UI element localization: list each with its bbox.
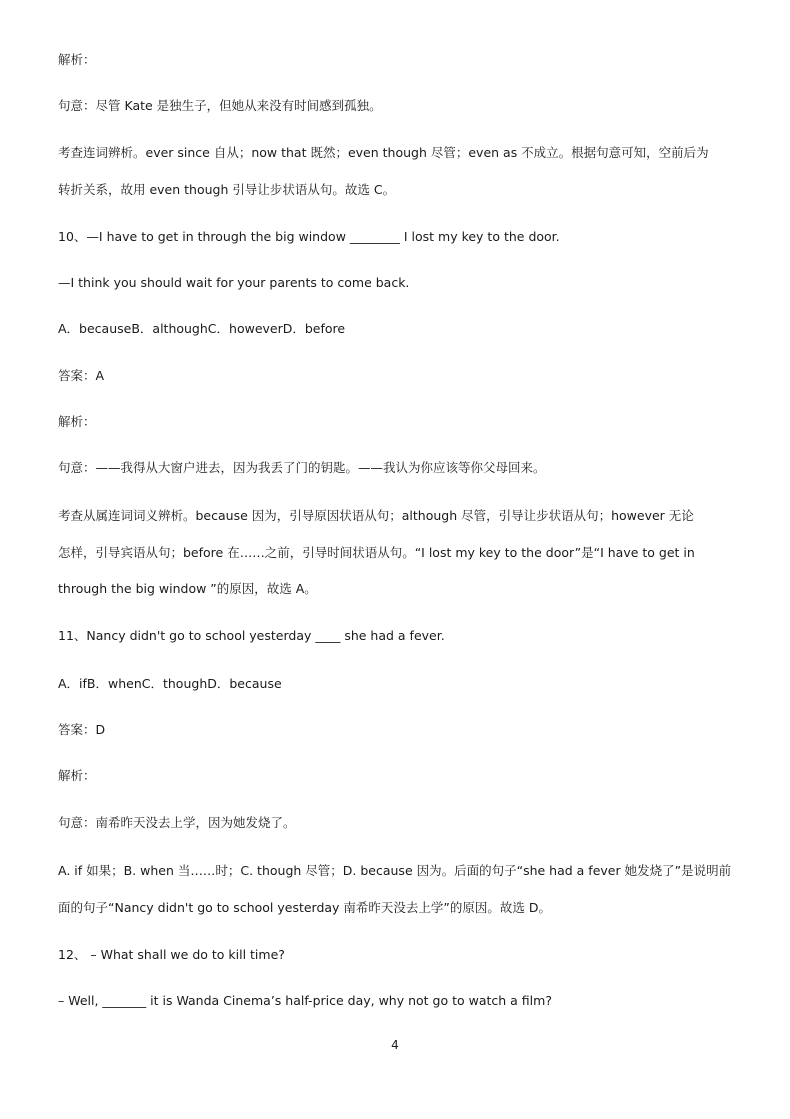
explanation-line-1: A. if 如果；B. when 当……时；C. though 尽管；D. because 因为。后面的句子“she had a fever 她发烧了”是说明前 [58,863,732,878]
question-10-options: A．becauseB．althoughC．howeverD．before [58,321,346,336]
sentence-meaning: 句意：——我得从大窗户进去，因为我丢了门的钥匙。——我认为你应该等你父母回来。 [58,460,546,475]
analysis-label: 解析： [58,768,96,783]
explanation-line-1: 考查连词辨析。ever since 自从；now that 既然；even though 尽管；even as 不成立。根据句意可知，空前后为 [58,145,709,160]
question-12-reply: – Well, _______ it is Wanda Cinema’s half-price day, why not go to watch a film? [58,993,552,1008]
explanation-line-3: through the big window ”的原因，故选 A。 [58,581,317,596]
question-10-reply: —I think you should wait for your parents to come back. [58,275,410,290]
explanation-line-2: 面的句子“Nancy didn't go to school yesterday 南希昨天没去上学”的原因。故选 D。 [58,900,552,915]
question-10-answer: 答案：A [58,368,105,383]
question-11-stem: 11、Nancy didn't go to school yesterday ____ she had a fever. [58,628,445,643]
sentence-meaning: 句意：尽管 Kate 是独生子，但她从来没有时间感到孤独。 [58,98,382,113]
analysis-label: 解析： [58,52,96,67]
question-12-stem: 12、 – What shall we do to kill time? [58,947,285,962]
question-11-answer: 答案：D [58,722,106,737]
explanation-line-2: 转折关系，故用 even though 引导让步状语从句。故选 C。 [58,182,396,197]
analysis-label: 解析： [58,414,96,429]
page-number: 4 [391,1038,399,1052]
explanation-line-1: 考查从属连词词义辨析。because 因为，引导原因状语从句；although 尽管，引导让步状语从句；however 无论 [58,508,694,523]
question-10-stem: 10、—I have to get in through the big window ________ I lost my key to the door. [58,229,560,244]
sentence-meaning: 句意：南希昨天没去上学，因为她发烧了。 [58,815,296,830]
explanation-line-2: 怎样，引导宾语从句；before 在……之前，引导时间状语从句。“I lost my key to the door”是“I have to get in [58,545,695,560]
question-11-options: A．ifB．whenC．thoughD．because [58,676,282,691]
